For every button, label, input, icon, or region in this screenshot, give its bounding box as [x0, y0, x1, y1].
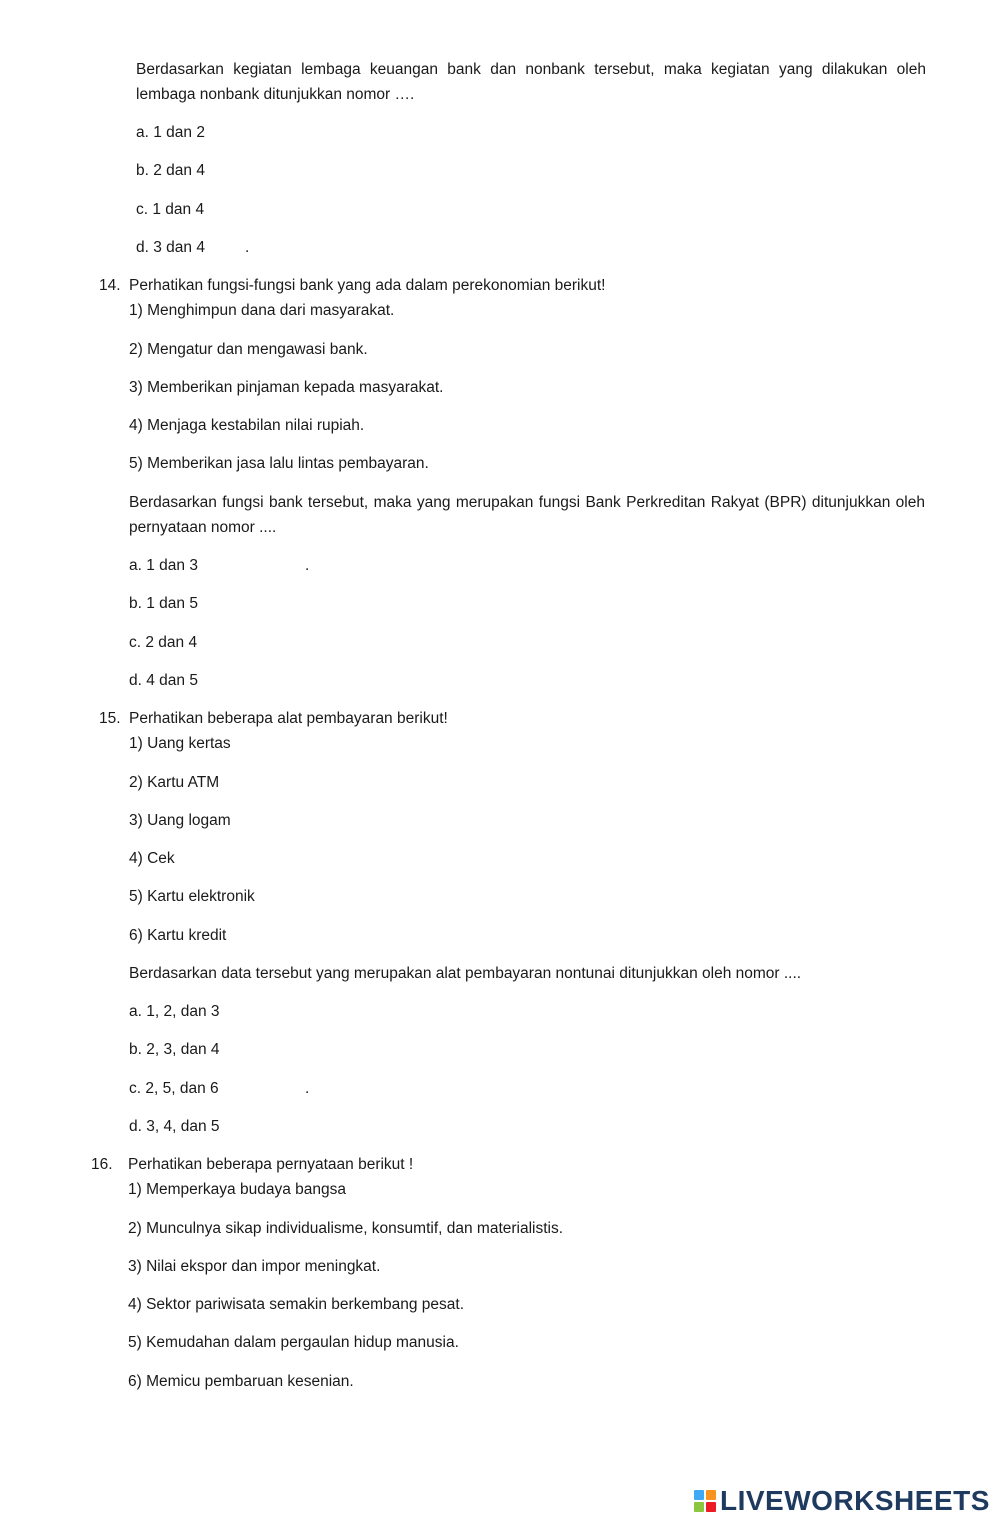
q15-item-2: 2) Kartu ATM: [129, 774, 220, 791]
logo-square-v: [694, 1502, 704, 1512]
q15-title: Perhatikan beberapa alat pembayaran berikut!: [129, 710, 448, 727]
logo-square-i: [706, 1490, 716, 1500]
q14-item-2: 2) Mengatur dan mengawasi bank.: [129, 341, 368, 358]
q16-number: 16.: [91, 1156, 113, 1173]
q15-option-c[interactable]: c. 2, 5, dan 6: [129, 1080, 219, 1097]
q14-question-text: Berdasarkan fungsi bank tersebut, maka yang merupakan fungsi Bank Perkreditan Rakyat (BPR) ditunjukkan oleh pernyataan nomor ....: [129, 494, 925, 536]
q13-option-a[interactable]: a. 1 dan 2: [136, 124, 205, 141]
q14-item-5: 5) Memberikan jasa lalu lintas pembayaran.: [129, 455, 429, 472]
q14-option-c[interactable]: c. 2 dan 4: [129, 634, 198, 651]
logo-wordmark: LIVEWORKSHEETS: [720, 1485, 990, 1516]
q16-item-3: 3) Nilai ekspor dan impor meningkat.: [128, 1258, 381, 1275]
q14-option-b[interactable]: b. 1 dan 5: [129, 595, 198, 612]
q15-item-4: 4) Cek: [129, 850, 175, 867]
q16-item-5: 5) Kemudahan dalam pergaulan hidup manusia.: [128, 1334, 459, 1351]
q15-number: 15.: [99, 710, 121, 727]
q14-answer-marker[interactable]: .: [305, 557, 310, 574]
q15-item-6: 6) Kartu kredit: [129, 927, 227, 944]
q13-answer-marker[interactable]: .: [245, 239, 250, 256]
q14-title: Perhatikan fungsi-fungsi bank yang ada dalam perekonomian berikut!: [129, 277, 606, 294]
logo-square-e: [706, 1502, 716, 1512]
q15-option-a[interactable]: a. 1, 2, dan 3: [129, 1003, 220, 1020]
q13-option-c[interactable]: c. 1 dan 4: [136, 201, 205, 218]
q14-option-a[interactable]: a. 1 dan 3: [129, 557, 198, 574]
q15-item-1: 1) Uang kertas: [129, 735, 231, 752]
q16-title: Perhatikan beberapa pernyataan berikut !: [128, 1156, 414, 1173]
liveworksheets-logo[interactable]: [694, 1487, 990, 1515]
logo-mark-icon: [694, 1490, 716, 1512]
q15-option-d[interactable]: d. 3, 4, dan 5: [129, 1118, 220, 1135]
q15-item-5: 5) Kartu elektronik: [129, 888, 255, 905]
q16-item-4: 4) Sektor pariwisata semakin berkembang pesat.: [128, 1296, 464, 1313]
q14-item-1: 1) Menghimpun dana dari masyarakat.: [129, 302, 395, 319]
q13-option-d[interactable]: d. 3 dan 4: [136, 239, 205, 256]
q14-option-d[interactable]: d. 4 dan 5: [129, 672, 198, 689]
q14-item-3: 3) Memberikan pinjaman kepada masyarakat.: [129, 379, 444, 396]
q16-item-6: 6) Memicu pembaruan kesenian.: [128, 1373, 354, 1390]
q15-item-3: 3) Uang logam: [129, 812, 231, 829]
q14-item-4: 4) Menjaga kestabilan nilai rupiah.: [129, 417, 365, 434]
q16-item-2: 2) Munculnya sikap individualisme, konsumtif, dan materialistis.: [128, 1220, 564, 1237]
q13-question-text: Berdasarkan kegiatan lembaga keuangan bank dan nonbank tersebut, maka kegiatan yang dilakukan oleh lembaga nonbank ditunjukkan nomor ….: [136, 61, 926, 103]
q14-number: 14.: [99, 277, 121, 294]
q16-item-1: 1) Memperkaya budaya bangsa: [128, 1181, 346, 1198]
q15-question-text: Berdasarkan data tersebut yang merupakan alat pembayaran nontunai ditunjukkan oleh nomor ....: [129, 965, 802, 982]
q15-answer-marker[interactable]: .: [305, 1080, 310, 1097]
q15-option-b[interactable]: b. 2, 3, dan 4: [129, 1041, 220, 1058]
logo-square-l: [694, 1490, 704, 1500]
q13-option-b[interactable]: b. 2 dan 4: [136, 162, 205, 179]
